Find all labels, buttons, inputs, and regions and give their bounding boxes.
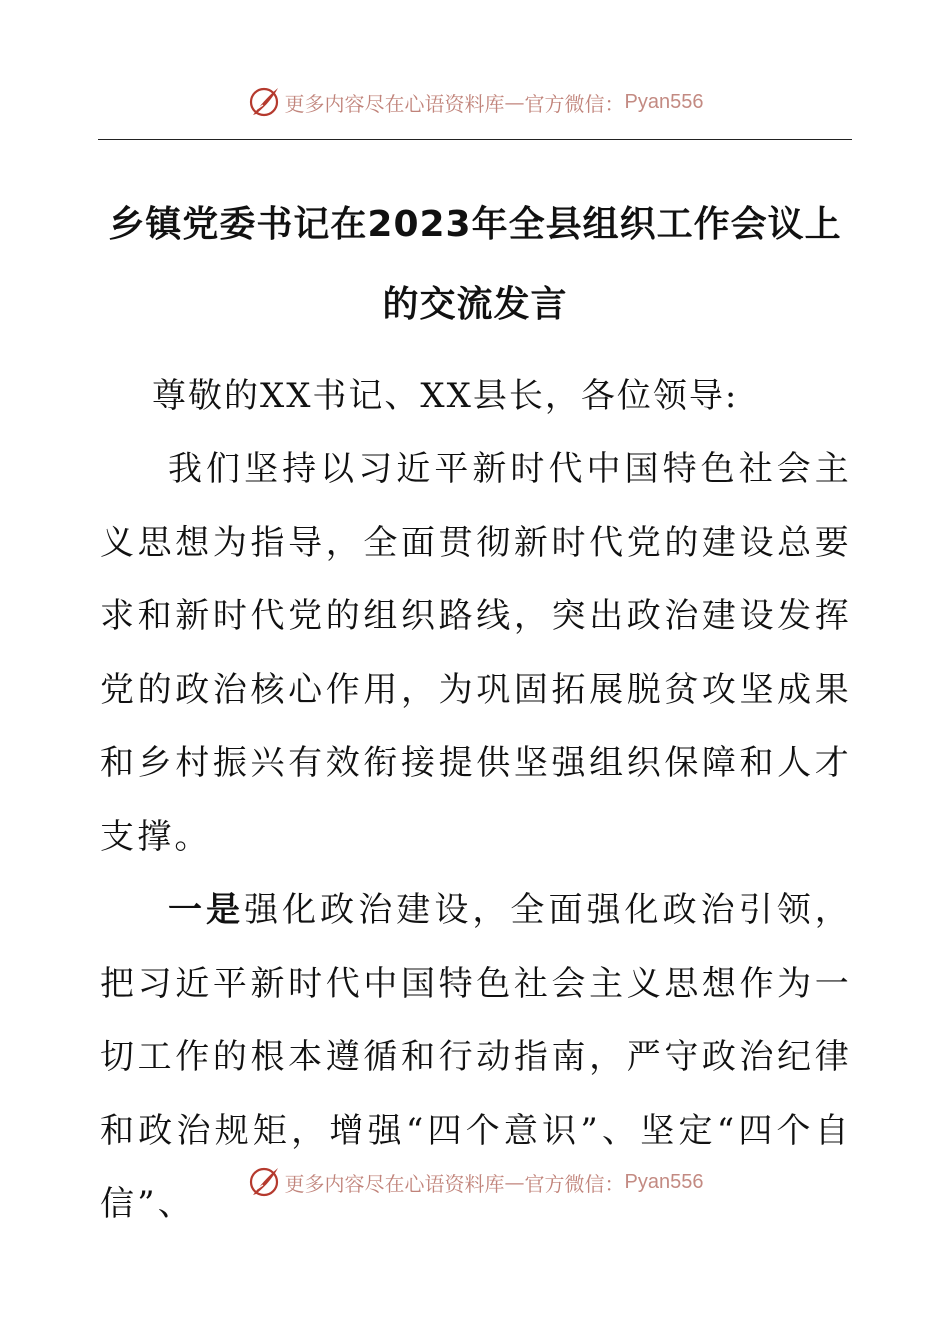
quill-logo-icon [247, 1165, 281, 1199]
document-greeting: 尊敬的XX书记、XX县长，各位领导: [152, 376, 739, 416]
footer-contact-id: Pyan556 [624, 1170, 704, 1193]
footer-separator: — [504, 1170, 525, 1194]
header-divider [98, 139, 852, 140]
header-contact-id: Pyan556 [624, 90, 704, 113]
header-separator: — [504, 90, 525, 114]
document-title: 乡镇党委书记在2023年全县组织工作会议上的交流发言 [108, 204, 842, 325]
header-contact-label: 官方微信： [524, 91, 625, 116]
document-body [100, 433, 852, 1242]
paragraph-intro: 我们坚持以习近平新时代中国特色社会主义思想为指导，全面贯彻新时代党的建设总要求和新时代党的组织路线，突出政治建设发挥党的政治核心作用，为巩固拓展脱贫攻坚成果和乡村振兴有效衔接提供坚强组织保障和人才支撑。 [100, 449, 852, 857]
paragraph-one-text: 强化政治建设，全面强化政治引领，把习近平新时代中国特色社会主义思想作为一切工作的根本遵循和行动指南，严守政治纪律和政治规矩，增强“四个意识”、坚定“四个自信”、 [100, 890, 852, 1224]
quill-logo-icon [247, 85, 281, 119]
header-brand: 更多内容尽在心语资料库 [284, 91, 505, 116]
footer-brand: 更多内容尽在心语资料库 [284, 1171, 505, 1196]
footer-banner [0, 1162, 950, 1202]
header-banner [0, 82, 950, 122]
paragraph-one-lead: 一是 [168, 890, 245, 930]
footer-contact-label: 官方微信： [524, 1171, 625, 1196]
